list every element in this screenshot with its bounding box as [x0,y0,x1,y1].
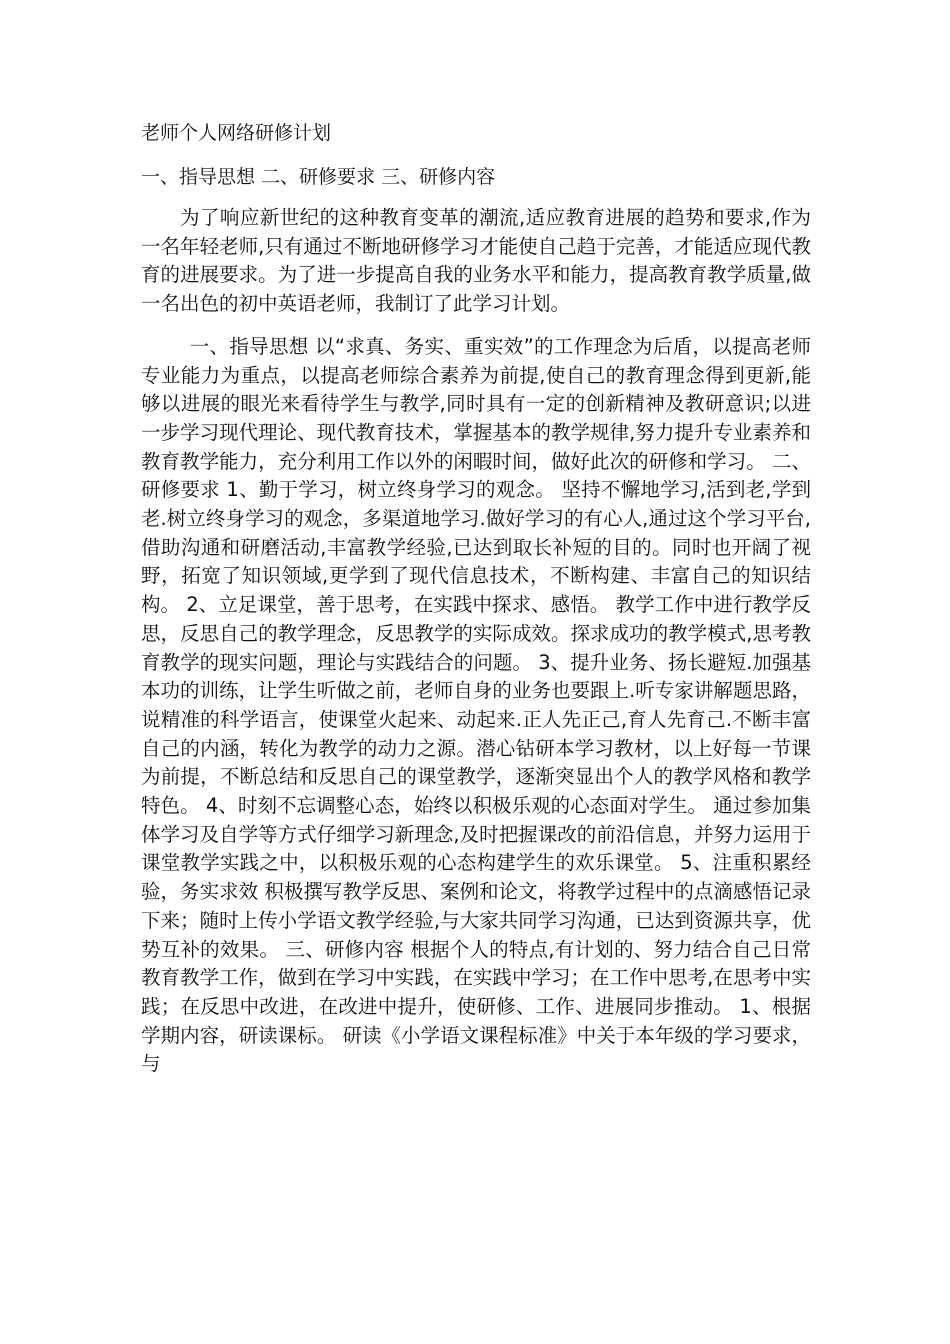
section-outline: 一、指导思想 二、研修要求 三、研修内容 [141,166,496,188]
document-body [141,118,811,1079]
body-paragraph: 一、指导思想 以“求真、务实、重实效”的工作理念为后盾，以提高老师专业能力为重点，以提高老师综合素养为前提,使自己的教育理念得到更新,能够以进展的眼光来看待学生与教学,同时具有一定的创新精神及教研意识;以进一步学习现代理论、现代教育技术，掌握基本的教学规律,努力提升专业素养和教育教学能力，充分利用工作以外的闲暇时间，做好此次的研修和学习。 二、研修要求 1、勤于学习，树立终身学习的观念。 坚持不懈地学习,活到老,学到老.树立终身学习的观念，多渠道地学习.做好学习的有心人,通过这个学习平台,借助沟通和研磨活动,丰富教学经验,已达到取长补短的目的。同时也开阔了视野，拓宽了知识领域,更学到了现代信息技术，不断构建、丰富自己的知识结构。 2、立足课堂，善于思考，在实践中探求、感悟。 教学工作中进行教学反思，反思自己的教学理念，反思教学的实际成效。探求成功的教学模式,思考教育教学的现实问题，理论与实践结合的问题。 3、提升业务、扬长避短.加强基本功的训练，让学生听做之前，老师自身的业务也要跟上.听专家讲解题思路，说精准的科学语言，使课堂火起来、动起来.正人先正己,育人先育己.不断丰富自己的内涵，转化为教学的动力之源。潜心钻研本学习教材，以上好每一节课为前提，不断总结和反思自己的课堂教学，逐渐突显出个人的教学风格和教学特色。 4、时刻不忘调整心态，始终以积极乐观的心态面对学生。 通过参加集体学习及自学等方式仔细学习新理念,及时把握课改的前沿信息，并努力运用于课堂教学实践之中，以积极乐观的心态构建学生的欢乐课堂。 5、注重积累经验，务实求效 积极撰写教学反思、案例和论文，将教学过程中的点滴感悟记录下来；随时上传小学语文教学经验,与大家共同学习沟通，已达到资源共享，优势互补的效果。 三、研修内容 根据个人的特点,有计划的、努力结合自己日常教育教学工作，做到在学习中实践，在实践中学习；在工作中思考,在思考中实践；在反思中改进，在改进中提升，使研修、工作、进展同步推动。 1、根据学期内容，研读课标。 研读《小学语文课程标准》中关于本年级的学习要求，与 [141,334,811,1076]
intro-paragraph: 为了响应新世纪的这种教育变革的潮流,适应教育进展的趋势和要求,作为一名年轻老师,只有通过不断地研修学习才能使自己趋于完善，才能适应现代教育的进展要求。为了进一步提高自我的业务水平和能力，提高教育教学质量,做一名出色的初中英语老师，我制订了此学习计划。 [141,206,811,316]
document-title: 老师个人网络研修计划 [141,122,332,144]
